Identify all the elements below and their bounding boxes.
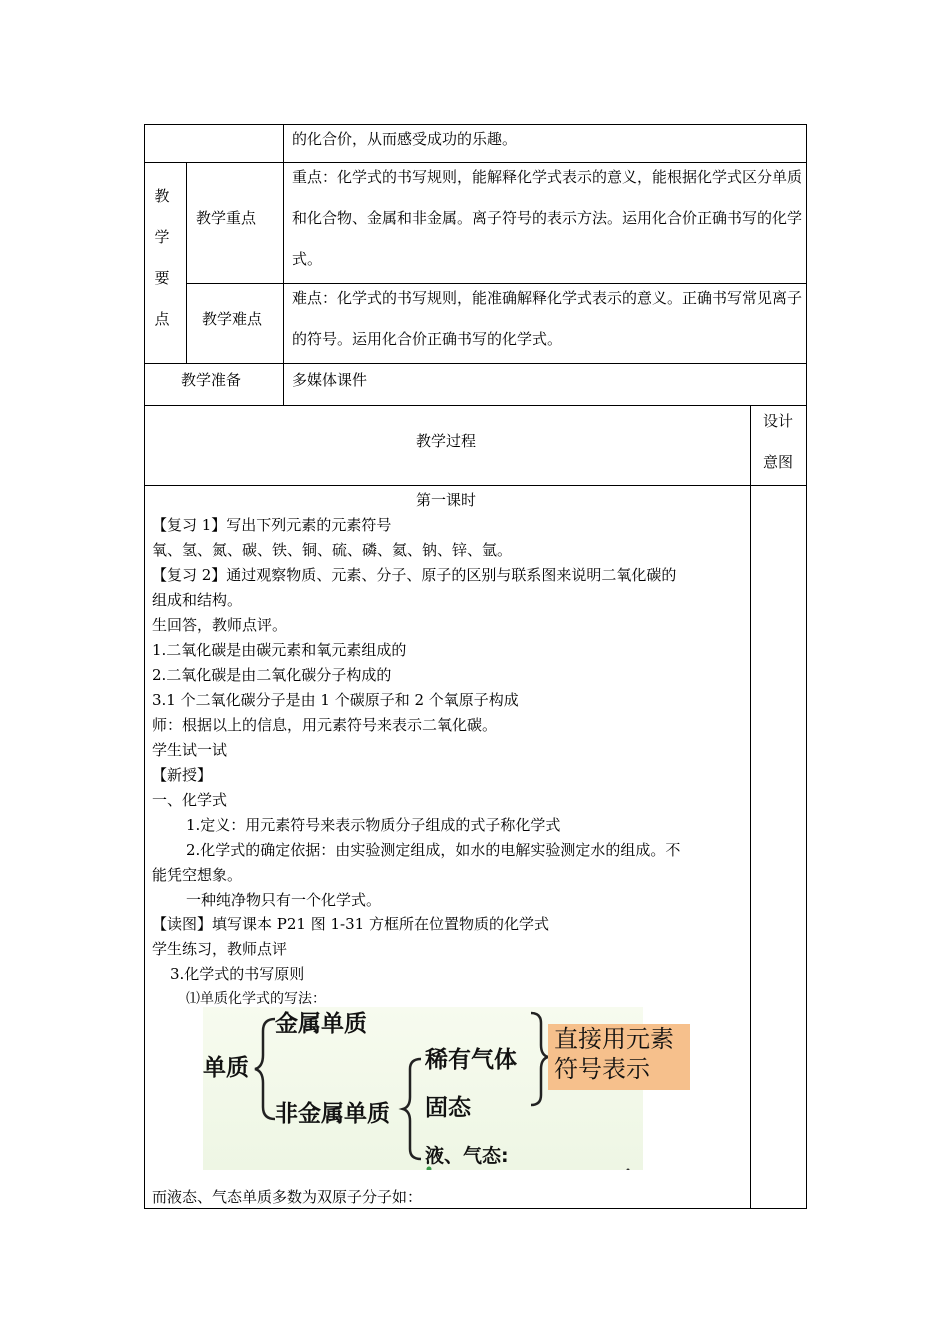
difficulty-label: 教学难点 — [202, 310, 263, 328]
key-points-label-4: 点 — [154, 310, 170, 328]
content-line: 1.二氧化碳是由碳元素和氧元素组成的 — [152, 641, 407, 659]
prep-label: 教学准备 — [181, 371, 242, 389]
table-rule — [144, 363, 807, 364]
prep-value: 多媒体课件 — [292, 371, 368, 389]
table-column-rule — [186, 162, 187, 364]
diagram-solid: 固态 — [425, 1095, 471, 1121]
content-line: 一种纯净物只有一个化学式。 — [186, 891, 382, 909]
content-line: 生回答，教师点评。 — [152, 616, 288, 634]
content-line: 3.化学式的书写原则 — [170, 965, 305, 983]
content-line: 2.化学式的确定依据：由实验测定组成，如水的电解实验测定水的组成。不 — [186, 841, 681, 859]
table-rule — [144, 405, 807, 406]
content-line: ⑴单质化学式的写法： — [186, 991, 326, 1007]
content-line: 1.定义：用元素符号来表示物质分子组成的式子称化学式 — [186, 816, 561, 834]
table-border-left — [144, 124, 145, 1209]
content-line: 学生练习，教师点评 — [152, 940, 288, 958]
content-line: 【新授】 — [152, 766, 213, 784]
intent-header-line2: 意图 — [763, 453, 794, 471]
table-column-rule — [283, 124, 284, 406]
content-last-line: 而液态、气态单质多数为双原子分子如： — [152, 1188, 423, 1206]
key-points-label-3: 要 — [154, 269, 170, 287]
diagram-nonmetal: 非金属单质 — [275, 1101, 390, 1127]
content-line: 组成和结构。 — [152, 591, 243, 609]
diagram-rule-line1: 直接用元素 — [554, 1025, 674, 1053]
simple-substance-diagram — [203, 1007, 674, 1170]
content-line: 【读图】填写课本 P21 图 1-31 方框所在位置物质的化学式 — [152, 915, 549, 933]
content-line: 2.二氧化碳是由二氧化碳分子构成的 — [152, 666, 392, 684]
process-header: 教学过程 — [416, 432, 477, 450]
diagram-root: 单质 — [203, 1055, 249, 1081]
content-line: 学生试一试 — [152, 741, 228, 759]
objective-continuation: 的化合价，从而感受成功的乐趣。 — [292, 130, 518, 148]
lesson-title: 第一课时 — [416, 491, 477, 509]
content-line: 【复习 1】写出下列元素的元素符号 — [152, 516, 392, 534]
table-border-right — [806, 124, 807, 1209]
diagram-rare-gas: 稀有气体 — [425, 1047, 517, 1073]
content-line: 【复习 2】通过观察物质、元素、分子、原子的区别与联系图来说明二氧化碳的 — [152, 566, 677, 584]
focus-text: 重点：化学式的书写规则，能解释化学式表示的意义，能根据化学式区分单质和化合物、金属和非金属。离子符号的表示方法。运用化合价正确书写的化学式。 — [292, 168, 803, 268]
content-line: 氧、氢、氮、碳、铁、铜、硫、磷、氦、钠、锌、氩。 — [152, 541, 513, 559]
content-line: 3.1 个二氧化碳分子是由 1 个碳原子和 2 个氧原子构成 — [152, 691, 519, 709]
diagram-liquid-gas: 液、气态: — [425, 1145, 509, 1167]
table-border-top — [144, 124, 807, 125]
focus-label: 教学重点 — [196, 209, 257, 227]
key-points-label-2: 学 — [154, 228, 170, 246]
table-column-rule — [750, 405, 751, 1209]
table-rule — [144, 485, 807, 486]
diagram-metal: 金属单质 — [275, 1011, 367, 1037]
intent-header-line1: 设计 — [763, 412, 794, 430]
diagram-rule-line2: 符号表示 — [554, 1055, 650, 1083]
content-line: 能凭空想象。 — [152, 866, 243, 884]
content-line: 师：根据以上的信息，用元素符号来表示二氧化碳。 — [152, 716, 498, 734]
difficulty-text: 难点：化学式的书写规则，能准确解释化学式表示的意义。正确书写常见离子的符号。运用化合价正确书写的化学式。 — [292, 289, 803, 348]
key-points-label-1: 教 — [154, 187, 170, 205]
diagram-rule-box — [548, 1024, 690, 1090]
content-line: 一、化学式 — [152, 791, 228, 809]
